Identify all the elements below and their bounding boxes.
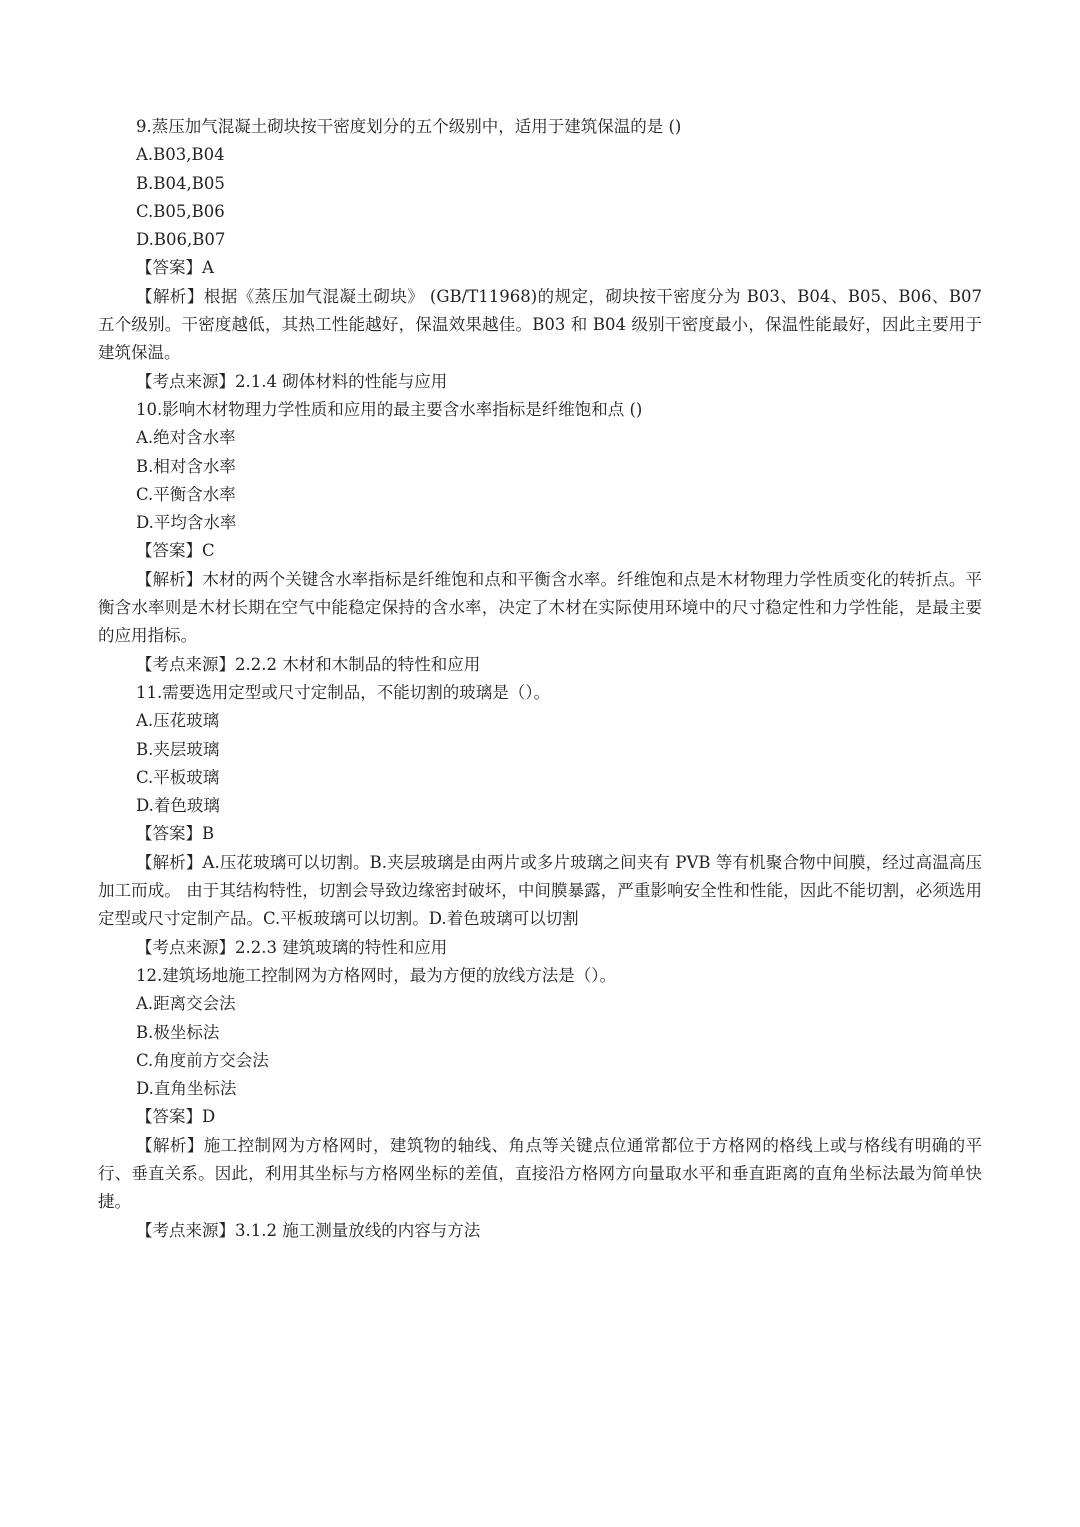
question-text: 11.需要选用定型或尺寸定制品，不能切割的玻璃是（）。 [136,682,550,702]
question-block [98,113,982,396]
option-c: C.B05,B06 [136,201,225,221]
option-d: D.着色玻璃 [136,796,220,816]
option-d: D.平均含水率 [136,513,237,533]
source-line: 【考点来源】3.1.2 施工测量放线的内容与方法 [136,1220,481,1240]
option-a: A.距离交会法 [136,994,236,1014]
source-line: 【考点来源】2.2.2 木材和木制品的特性和应用 [136,654,481,674]
question-text: 10.影响木材物理力学性质和应用的最主要含水率指标是纤维饱和点 () [136,399,643,419]
analysis-paragraph: 【解析】施工控制网为方格网时，建筑物的轴线、角点等关键点位通常都位于方格网的格线上或与格线有明确的平行、垂直关系。因此，利用其坐标与方格网坐标的差值，直接沿方格网方向量取水平和垂直距离的直角坐标法最为简单快捷。 [98,1135,982,1212]
answer-line: 【答案】D [136,1107,216,1127]
question-block [98,396,982,679]
question-block [98,962,982,1245]
option-b: B.B04,B05 [136,173,225,193]
source-line: 【考点来源】2.2.3 建筑玻璃的特性和应用 [136,937,448,957]
answer-line: 【答案】C [136,541,215,561]
option-b: B.夹层玻璃 [136,739,220,759]
document-page [98,113,982,1245]
option-a: A.绝对含水率 [136,428,236,448]
option-a: A.B03,B04 [136,145,225,165]
option-d: D.B06,B07 [136,230,226,250]
option-d: D.直角坐标法 [136,1079,237,1099]
question-text: 9.蒸压加气混凝土砌块按干密度划分的五个级别中，适用于建筑保温的是 () [136,117,682,136]
option-c: C.角度前方交会法 [136,1050,269,1070]
question-text: 12.建筑场地施工控制网为方格网时，最为方便的放线方法是（）。 [136,965,616,985]
answer-line: 【答案】A [136,258,214,278]
option-c: C.平板玻璃 [136,767,220,787]
analysis-paragraph: 【解析】根据《蒸压加气混凝土砌块》 (GB/T11968)的规定，砌块按干密度分为 B03、B04、B05、B06、B07 五个级别。干密度越低，其热工性能越好，保温效果越佳。B03 和 B04 级别干密度最小，保温性能最好，因此主要用于建筑保温。 [98,286,982,363]
question-block [98,679,982,962]
answer-line: 【答案】B [136,824,215,844]
option-b: B.相对含水率 [136,456,236,476]
option-c: C.平衡含水率 [136,484,236,504]
option-a: A.压花玻璃 [136,711,220,731]
option-b: B.极坐标法 [136,1022,220,1042]
analysis-paragraph: 【解析】A.压花玻璃可以切割。B.夹层玻璃是由两片或多片玻璃之间夹有 PVB 等有机聚合物中间膜，经过高温高压加工而成。 由于其结构特性，切割会导致边缘密封破坏，中间膜暴露，严重影响安全性和性能，因此不能切割，必须选用定型或尺寸定制产品。C.平板玻璃可以切割。D.着色玻璃可以切割 [98,852,982,929]
analysis-paragraph: 【解析】木材的两个关键含水率指标是纤维饱和点和平衡含水率。纤维饱和点是木材物理力学性质变化的转折点。平衡含水率则是木材长期在空气中能稳定保持的含水率，决定了木材在实际使用环境中的尺寸稳定性和力学性能，是最主要的应用指标。 [98,569,982,646]
source-line: 【考点来源】2.1.4 砌体材料的性能与应用 [136,371,448,391]
